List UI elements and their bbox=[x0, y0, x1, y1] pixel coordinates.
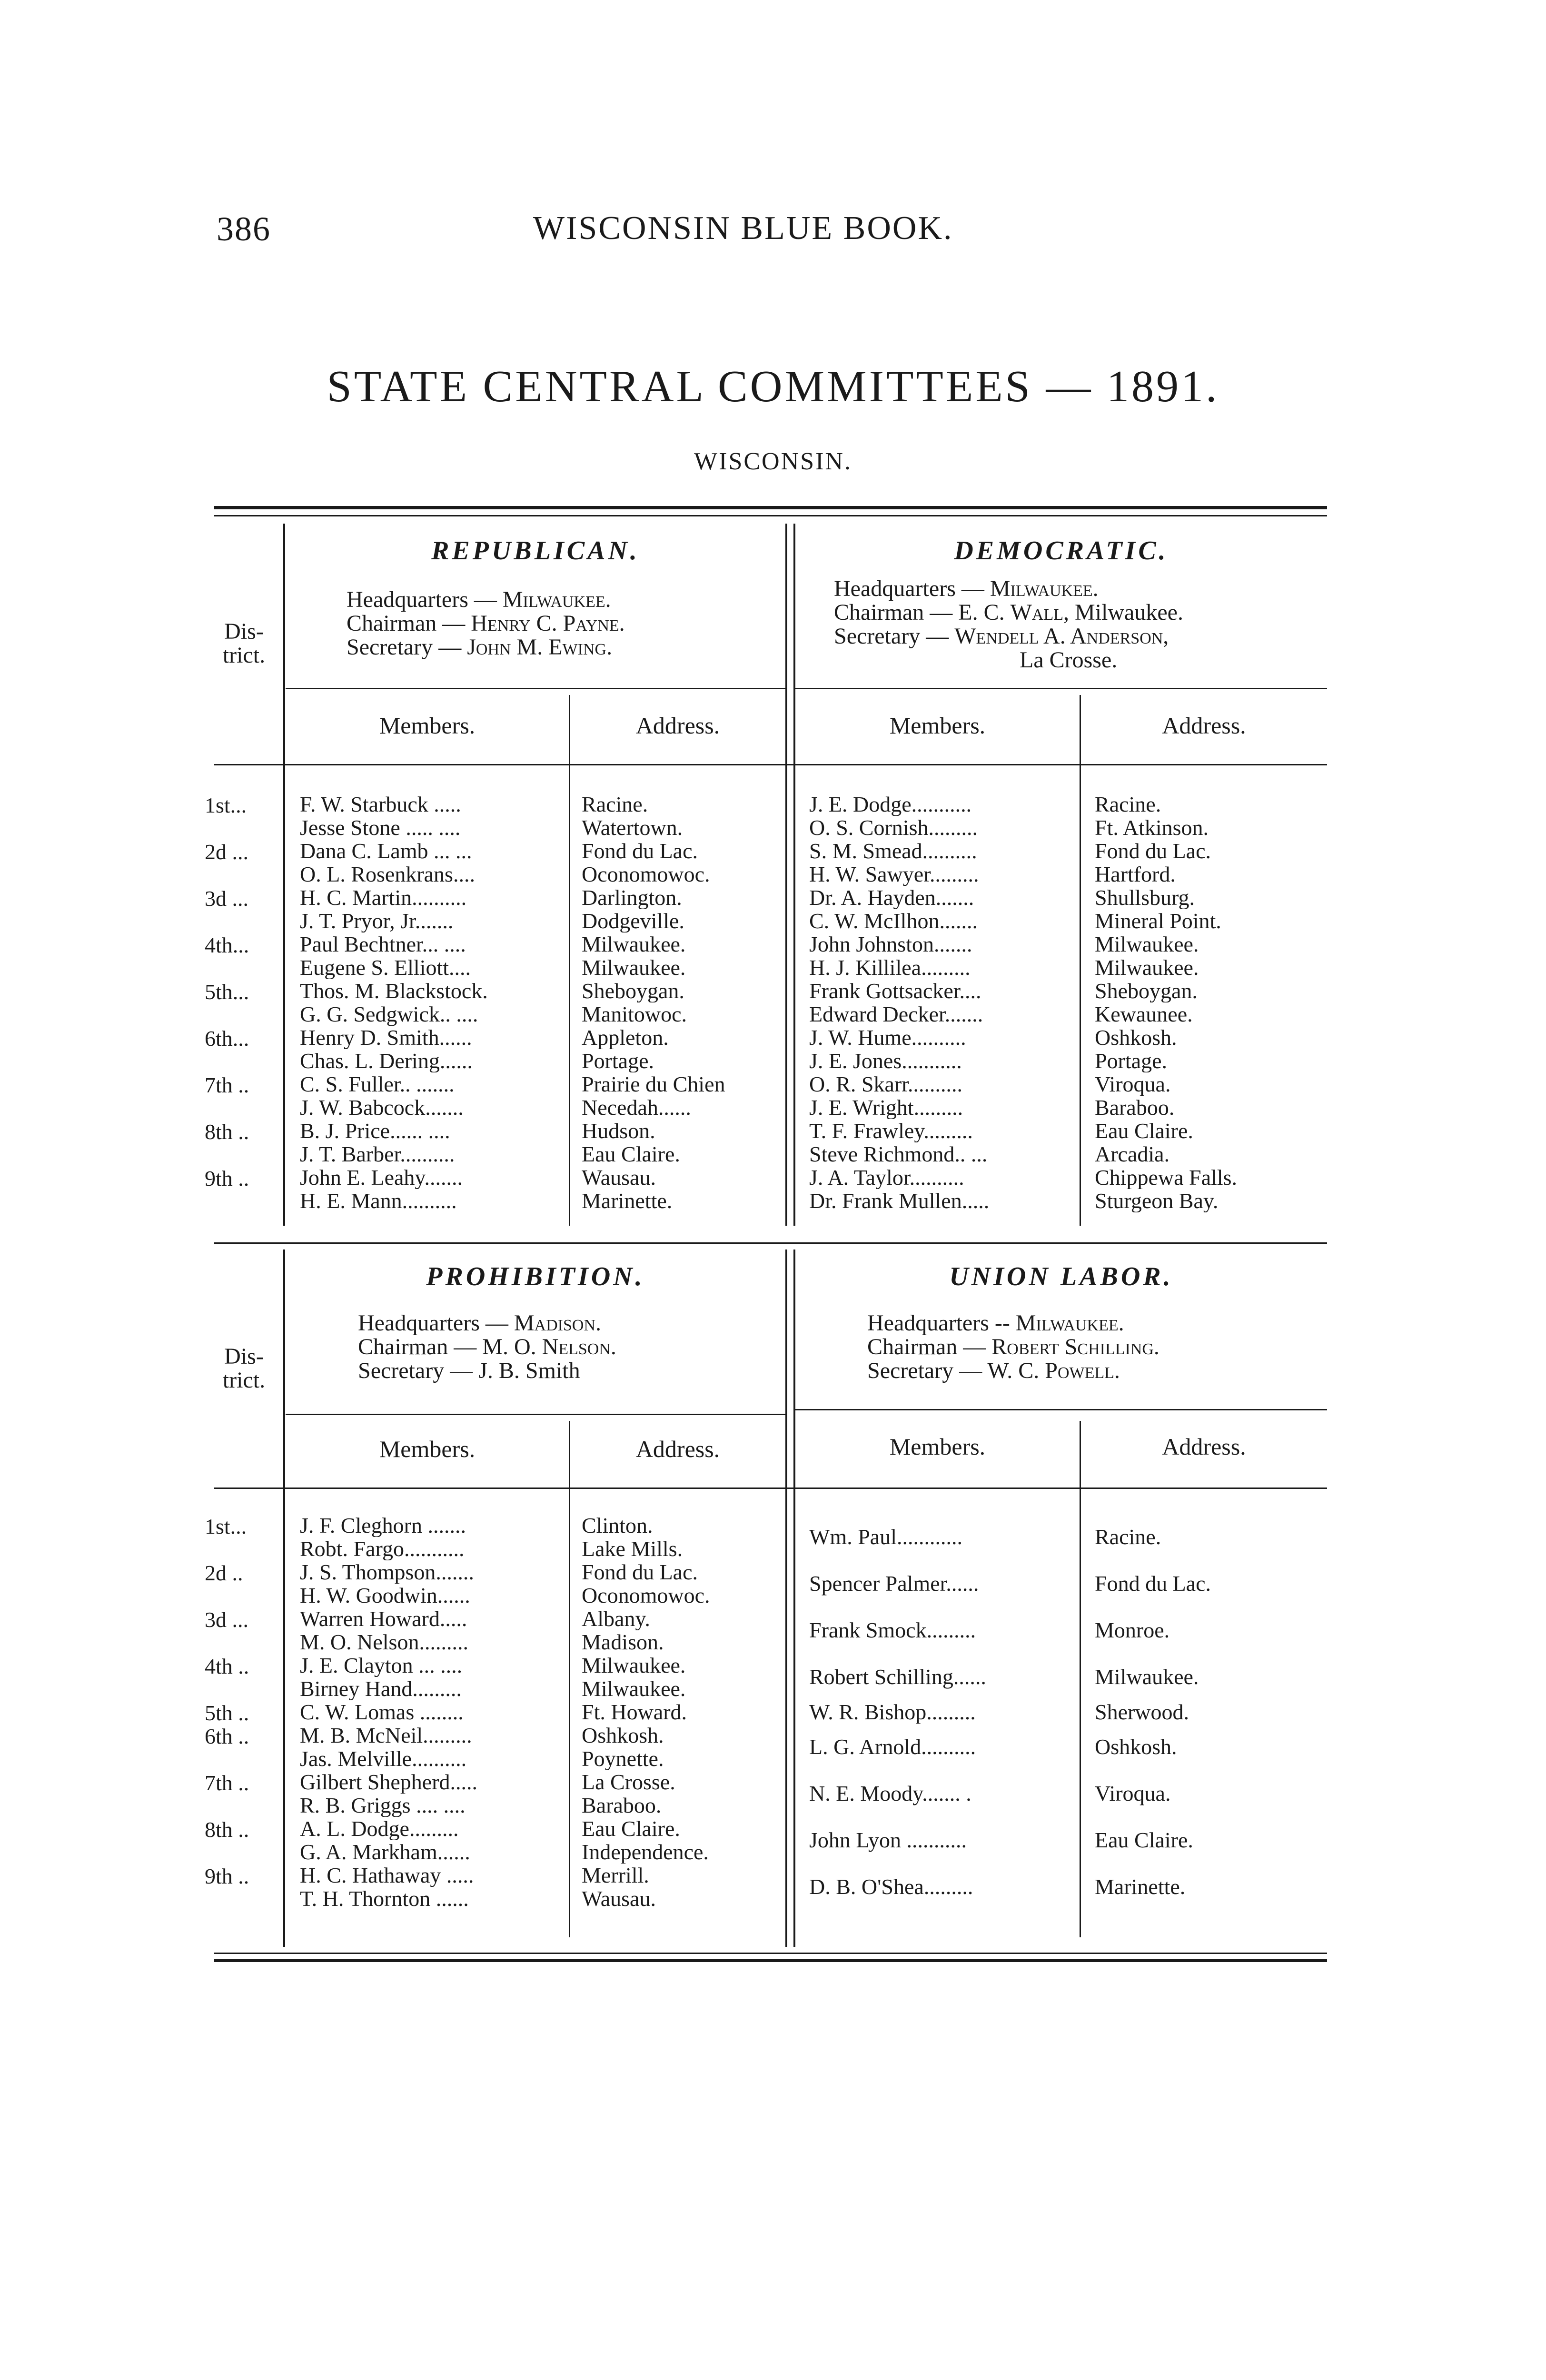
rep-address-header: Address. bbox=[635, 712, 720, 739]
district-label: 1st... bbox=[205, 793, 247, 817]
table-row: O. S. Cornish......... bbox=[809, 816, 978, 839]
table-cell: Oshkosh. bbox=[1095, 1026, 1177, 1049]
dem-address-header: Address. bbox=[1162, 712, 1246, 739]
district-divider bbox=[283, 524, 285, 1226]
table-row: M. B. McNeil......... bbox=[300, 1724, 472, 1747]
ul-members-header: Members. bbox=[889, 1433, 986, 1460]
table-cell: Eau Claire. bbox=[1095, 1119, 1193, 1142]
table-bottom-rule bbox=[214, 1959, 1327, 1962]
democratic-hq: Headquarters — Milwaukee. Chairman — E. C. Wall, Milwaukee. Secretary — Wendell A. Anderson, La Crosse. bbox=[834, 576, 1183, 673]
table-row: Dr. A. Hayden....... bbox=[809, 886, 974, 909]
table-cell: Clinton. bbox=[582, 1514, 653, 1537]
table-bottom-rule-thin bbox=[214, 1953, 1327, 1954]
table-cell: Mineral Point. bbox=[1095, 909, 1221, 932]
table-row: H. C. Martin.......... bbox=[300, 886, 467, 909]
pro-members-header: Members. bbox=[379, 1436, 476, 1462]
district-label: 3d ... bbox=[205, 1607, 248, 1632]
dem-members-header: Members. bbox=[889, 712, 986, 739]
prohibition-title: PROHIBITION. bbox=[426, 1262, 645, 1291]
district-label: 6th... bbox=[205, 1026, 249, 1051]
table-row: J. S. Thompson....... bbox=[300, 1560, 474, 1584]
running-head bbox=[0, 209, 1546, 252]
table-cell: Madison. bbox=[582, 1630, 664, 1654]
table-cell: Albany. bbox=[582, 1607, 650, 1630]
district-label: 8th .. bbox=[205, 1120, 249, 1144]
table-row: Edward Decker....... bbox=[809, 1002, 983, 1026]
dem-member-divider bbox=[1080, 695, 1081, 1226]
table-cell: La Crosse. bbox=[582, 1770, 675, 1794]
table-cell: Fond du Lac. bbox=[1095, 839, 1211, 863]
table-cell: Dodgeville. bbox=[582, 909, 684, 932]
table-cell: Kewaunee. bbox=[1095, 1002, 1193, 1026]
table-row: Frank Smock......... bbox=[809, 1618, 976, 1642]
district-divider bbox=[283, 1250, 285, 1947]
table-cell: Appleton. bbox=[582, 1026, 669, 1049]
pro-member-divider bbox=[569, 1421, 570, 1937]
table-cell: Monroe. bbox=[1095, 1618, 1170, 1642]
table-row: Paul Bechtner... .... bbox=[300, 932, 466, 956]
table-row: Jas. Melville.......... bbox=[300, 1747, 467, 1770]
page-subtitle: WISCONSIN. bbox=[694, 448, 852, 475]
table-row: Chas. L. Dering...... bbox=[300, 1049, 473, 1072]
table-cell: Eau Claire. bbox=[582, 1817, 680, 1840]
table-cell: Racine. bbox=[1095, 793, 1161, 816]
rep-header-rule bbox=[286, 688, 785, 689]
table-row: J. W. Hume.......... bbox=[809, 1026, 966, 1049]
table-cell: Milwaukee. bbox=[582, 932, 686, 956]
prohibition-hq: Headquarters — Madison. Chairman — M. O. Nelson. Secretary — J. B. Smith bbox=[358, 1310, 616, 1383]
table-row: J. E. Wright......... bbox=[809, 1096, 963, 1119]
district-label: 5th .. bbox=[205, 1701, 249, 1725]
dem-header-rule bbox=[795, 688, 1327, 689]
table-row: C. W. Lomas ........ bbox=[300, 1700, 464, 1724]
table-cell: Oshkosh. bbox=[1095, 1735, 1177, 1759]
district-label: 2d ... bbox=[205, 840, 248, 864]
district-label: 8th .. bbox=[205, 1817, 249, 1842]
table-cell: Racine. bbox=[1095, 1525, 1161, 1549]
table-cell: Chippewa Falls. bbox=[1095, 1166, 1237, 1189]
table-row: Wm. Paul............ bbox=[809, 1525, 962, 1549]
table-cell: Manitowoc. bbox=[582, 1002, 687, 1026]
table-row: O. R. Skarr.......... bbox=[809, 1072, 962, 1096]
table-cell: Sturgeon Bay. bbox=[1095, 1189, 1219, 1212]
table-cell: Racine. bbox=[582, 793, 648, 816]
table-row: Birney Hand......... bbox=[300, 1677, 462, 1700]
table-cell: Poynette. bbox=[582, 1747, 664, 1770]
table-cell: Darlington. bbox=[582, 886, 682, 909]
table-cell: Fond du Lac. bbox=[582, 1560, 698, 1584]
table-cell: Oconomowoc. bbox=[582, 1584, 710, 1607]
table-row: Dana C. Lamb ... ... bbox=[300, 839, 472, 863]
table-top-rule bbox=[214, 506, 1327, 509]
table-top-rule-thin bbox=[214, 515, 1327, 516]
table-cell: Oconomowoc. bbox=[582, 863, 710, 886]
district-label: 7th .. bbox=[205, 1073, 249, 1097]
table-row: T. F. Frawley......... bbox=[809, 1119, 973, 1142]
table-cell: Baraboo. bbox=[582, 1794, 662, 1817]
table-row: B. J. Price...... .... bbox=[300, 1119, 450, 1142]
table-cell: Prairie du Chien bbox=[582, 1072, 725, 1096]
table-row: O. L. Rosenkrans.... bbox=[300, 863, 475, 886]
table-row: Robert Schilling...... bbox=[809, 1665, 986, 1689]
table-row: Warren Howard..... bbox=[300, 1607, 467, 1630]
prohibition-members bbox=[300, 1514, 566, 1910]
table-cell: Lake Mills. bbox=[582, 1537, 683, 1560]
party-divider-b bbox=[793, 524, 795, 1226]
table-row: Dr. Frank Mullen..... bbox=[809, 1189, 990, 1212]
table-row: C. W. McIlhon....... bbox=[809, 909, 978, 932]
table-cell: Eau Claire. bbox=[582, 1142, 680, 1166]
rep-member-divider bbox=[569, 695, 570, 1226]
table-row: A. L. Dodge......... bbox=[300, 1817, 459, 1840]
union-labor-members bbox=[809, 1514, 1076, 1910]
table-cell: Portage. bbox=[582, 1049, 654, 1072]
table-row: G. A. Markham...... bbox=[300, 1840, 470, 1864]
colhead-rule bbox=[214, 764, 1327, 765]
table-row: Thos. M. Blackstock. bbox=[300, 979, 488, 1002]
district-header: Dis- trict. bbox=[222, 619, 266, 668]
table-row: H. W. Sawyer......... bbox=[809, 863, 979, 886]
table-row: Henry D. Smith...... bbox=[300, 1026, 472, 1049]
table-cell: Ft. Atkinson. bbox=[1095, 816, 1209, 839]
table-cell: Fond du Lac. bbox=[1095, 1571, 1211, 1596]
page-number: 386 bbox=[217, 210, 271, 248]
table-cell: Sherwood. bbox=[1095, 1700, 1189, 1724]
republican-title: REPUBLICAN. bbox=[431, 536, 640, 565]
table-cell: Sheboygan. bbox=[582, 979, 684, 1002]
republican-addresses bbox=[582, 793, 786, 1212]
rep-members-header: Members. bbox=[379, 712, 476, 739]
table-cell: Fond du Lac. bbox=[582, 839, 698, 863]
table-cell: Baraboo. bbox=[1095, 1096, 1175, 1119]
table-row: F. W. Starbuck ..... bbox=[300, 793, 461, 816]
table-cell: Oshkosh. bbox=[582, 1724, 664, 1747]
colhead-rule bbox=[214, 1488, 1327, 1489]
pro-address-header: Address. bbox=[635, 1436, 720, 1462]
table-cell: Milwaukee. bbox=[1095, 932, 1199, 956]
table-row: Jesse Stone ..... .... bbox=[300, 816, 461, 839]
party-divider-b bbox=[793, 1250, 795, 1947]
table-cell: Milwaukee. bbox=[582, 956, 686, 979]
table-cell: Milwaukee. bbox=[582, 1654, 686, 1677]
table-row: J. E. Clayton ... .... bbox=[300, 1654, 463, 1677]
table-row: J. T. Barber.......... bbox=[300, 1142, 455, 1166]
democratic-addresses bbox=[1095, 793, 1299, 1212]
table-row: H. J. Killilea......... bbox=[809, 956, 971, 979]
democratic-members bbox=[809, 793, 1076, 1212]
table-cell: Shullsburg. bbox=[1095, 886, 1195, 909]
page-title: STATE CENTRAL COMMITTEES — 1891. bbox=[327, 362, 1219, 411]
table-cell: Marinette. bbox=[1095, 1874, 1186, 1899]
pro-header-rule bbox=[286, 1414, 785, 1415]
table-row: T. H. Thornton ...... bbox=[300, 1887, 469, 1910]
table-row: M. O. Nelson......... bbox=[300, 1630, 468, 1654]
ul-member-divider bbox=[1080, 1421, 1081, 1937]
table-cell: Viroqua. bbox=[1095, 1781, 1171, 1805]
table-row: R. B. Griggs .... .... bbox=[300, 1794, 466, 1817]
table-cell: Portage. bbox=[1095, 1049, 1168, 1072]
district-label: 9th .. bbox=[205, 1166, 249, 1190]
democratic-title: DEMOCRATIC. bbox=[954, 536, 1169, 565]
table-row: J. W. Babcock....... bbox=[300, 1096, 464, 1119]
table-row: Gilbert Shepherd..... bbox=[300, 1770, 478, 1794]
district-label: 6th .. bbox=[205, 1724, 249, 1748]
table-row: Spencer Palmer...... bbox=[809, 1571, 979, 1596]
district-label: 7th .. bbox=[205, 1771, 249, 1795]
table-row: G. G. Sedgwick.. .... bbox=[300, 1002, 478, 1026]
union-labor-addresses bbox=[1095, 1514, 1299, 1910]
district-header: Dis- trict. bbox=[222, 1344, 266, 1393]
table-row: John Lyon ........... bbox=[809, 1828, 967, 1852]
table-row: L. G. Arnold.......... bbox=[809, 1735, 976, 1759]
table-cell: Arcadia. bbox=[1095, 1142, 1170, 1166]
table-cell: Milwaukee. bbox=[1095, 956, 1199, 979]
table-row: J. E. Dodge........... bbox=[809, 793, 972, 816]
prohibition-addresses bbox=[582, 1514, 786, 1910]
table-cell: Viroqua. bbox=[1095, 1072, 1171, 1096]
table-cell: Necedah...... bbox=[582, 1096, 691, 1119]
district-label: 2d .. bbox=[205, 1561, 243, 1585]
table-cell: Marinette. bbox=[582, 1189, 673, 1212]
table-row: John Johnston....... bbox=[809, 932, 972, 956]
table-row: D. B. O'Shea......... bbox=[809, 1874, 973, 1899]
table-cell: Merrill. bbox=[582, 1864, 649, 1887]
district-label: 3d ... bbox=[205, 886, 248, 911]
district-label: 9th .. bbox=[205, 1864, 249, 1888]
union-labor-title: UNION LABOR. bbox=[949, 1262, 1173, 1291]
table-row: John E. Leahy....... bbox=[300, 1166, 463, 1189]
table-cell: Independence. bbox=[582, 1840, 709, 1864]
district-label: 4th... bbox=[205, 933, 249, 957]
table-cell: Sheboygan. bbox=[1095, 979, 1198, 1002]
table-row: W. R. Bishop......... bbox=[809, 1700, 976, 1724]
table-row: J. T. Pryor, Jr....... bbox=[300, 909, 454, 932]
table-row: N. E. Moody....... . bbox=[809, 1781, 971, 1805]
republican-hq: Headquarters — Milwaukee. Chairman — Henry C. Payne. Secretary — John M. Ewing. bbox=[347, 587, 625, 660]
district-label: 4th .. bbox=[205, 1654, 249, 1678]
district-label: 5th... bbox=[205, 980, 249, 1004]
table-row: H. W. Goodwin...... bbox=[300, 1584, 470, 1607]
table-row: Eugene S. Elliott.... bbox=[300, 956, 471, 979]
table-cell: Wausau. bbox=[582, 1887, 656, 1910]
table-cell: Hudson. bbox=[582, 1119, 655, 1142]
table-cell: Wausau. bbox=[582, 1166, 656, 1189]
ul-header-rule bbox=[795, 1409, 1327, 1410]
table-row: C. S. Fuller.. ....... bbox=[300, 1072, 455, 1096]
table-row: H. C. Hathaway ..... bbox=[300, 1864, 474, 1887]
ul-address-header: Address. bbox=[1162, 1433, 1246, 1460]
table-row: J. F. Cleghorn ....... bbox=[300, 1514, 466, 1537]
table-row: H. E. Mann.......... bbox=[300, 1189, 457, 1212]
table-cell: Eau Claire. bbox=[1095, 1828, 1193, 1852]
table-row: J. E. Jones........... bbox=[809, 1049, 962, 1072]
running-title: WISCONSIN BLUE BOOK. bbox=[533, 210, 953, 247]
table-cell: Hartford. bbox=[1095, 863, 1176, 886]
district-label: 1st... bbox=[205, 1514, 247, 1538]
union-labor-hq: Headquarters -- Milwaukee. Chairman — Robert Schilling. Secretary — W. C. Powell. bbox=[867, 1310, 1160, 1383]
table-cell: Milwaukee. bbox=[582, 1677, 686, 1700]
republican-members bbox=[300, 793, 566, 1212]
table-row: Steve Richmond.. ... bbox=[809, 1142, 988, 1166]
table-cell: Watertown. bbox=[582, 816, 683, 839]
table-row: S. M. Smead.......... bbox=[809, 839, 977, 863]
table-cell: Ft. Howard. bbox=[582, 1700, 687, 1724]
table-middle-rule bbox=[214, 1242, 1327, 1244]
table-row: Frank Gottsacker.... bbox=[809, 979, 981, 1002]
table-row: Robt. Fargo........... bbox=[300, 1537, 465, 1560]
table-cell: Milwaukee. bbox=[1095, 1665, 1199, 1689]
table-row: J. A. Taylor.......... bbox=[809, 1166, 964, 1189]
